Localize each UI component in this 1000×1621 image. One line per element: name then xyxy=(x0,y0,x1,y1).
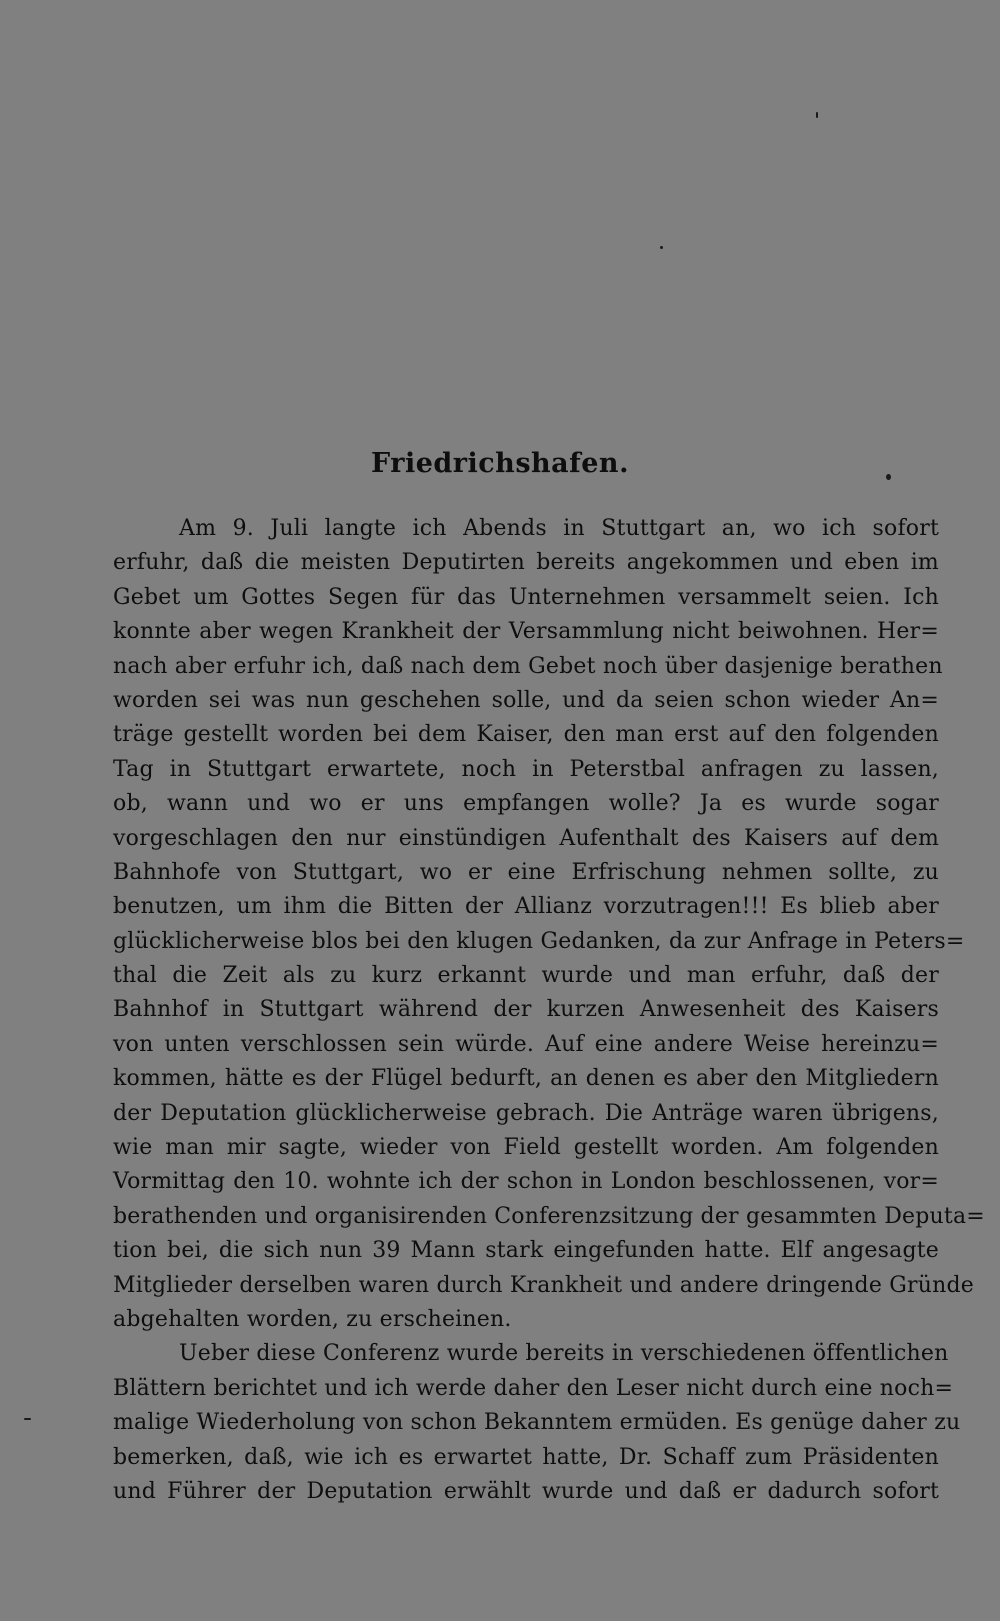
text-line: der Deputation glücklicherweise gebrach. Die Anträge waren übrigens, xyxy=(113,1100,939,1126)
body-text xyxy=(113,512,985,1509)
text-line: benutzen, um ihm die Bitten der Allianz vorzutragen!!! Es blieb aber xyxy=(113,894,939,920)
text-line: thal die Zeit als zu kurz erkannt wurde und man erfuhr, daß der xyxy=(113,963,939,989)
text-line: Gebet um Gottes Segen für das Unternehmen versammelt seien. Ich xyxy=(113,584,939,610)
text-line: Ueber diese Conferenz wurde bereits in verschiedenen öffentlichen xyxy=(179,1341,949,1367)
text-line: Bahnhofe von Stuttgart, wo er eine Erfrischung nehmen sollte, zu xyxy=(113,859,939,885)
text-line: abgehalten worden, zu erscheinen. xyxy=(113,1306,512,1332)
text-line: und Führer der Deputation erwählt wurde und daß er dadurch sofort xyxy=(113,1478,939,1504)
text-line: Tag in Stuttgart erwartete, noch in Peterstbal anfragen zu lassen, xyxy=(113,756,939,782)
text-line: tion bei, die sich nun 39 Mann stark eingefunden hatte. Elf angesagte xyxy=(113,1238,939,1264)
text-line: Blättern berichtet und ich werde daher den Leser nicht durch eine noch= xyxy=(113,1375,954,1401)
ink-speck xyxy=(816,112,818,118)
text-line: kommen, hätte es der Flügel bedurft, an denen es aber den Mitgliedern xyxy=(113,1066,939,1092)
text-line: Mitglieder derselben waren durch Krankheit und andere dringende Gründe xyxy=(113,1272,974,1298)
text-line: erfuhr, daß die meisten Deputirten bereits angekommen und eben im xyxy=(113,550,939,576)
text-line: von unten verschlossen sein würde. Auf eine andere Weise hereinzu= xyxy=(113,1031,939,1057)
ink-speck xyxy=(660,246,663,249)
text-line: nach aber erfuhr ich, daß nach dem Gebet noch über dasjenige berathen xyxy=(113,653,943,679)
text-line: wie man mir sagte, wieder von Field gestellt worden. Am folgenden xyxy=(113,1135,939,1161)
text-line: malige Wiederholung von schon Bekanntem ermüden. Es genüge daher zu xyxy=(113,1410,961,1436)
text-line: Vormittag den 10. wohnte ich der schon in London beschlossenen, vor= xyxy=(113,1169,939,1195)
text-line: konnte aber wegen Krankheit der Versammlung nicht beiwohnen. Her= xyxy=(113,619,939,645)
text-line: glücklicherweise blos bei den klugen Gedanken, da zur Anfrage in Peters= xyxy=(113,928,965,954)
text-line: Bahnhof in Stuttgart während der kurzen Anwesenheit des Kaisers xyxy=(113,997,939,1023)
text-line: ob, wann und wo er uns empfangen wolle? Ja es wurde sogar xyxy=(113,791,939,817)
text-line: vorgeschlagen den nur einstündigen Aufenthalt des Kaisers auf dem xyxy=(113,825,939,851)
text-line: berathenden und organisirenden Conferenzsitzung der gesammten Deputa= xyxy=(113,1203,985,1229)
page-heading: Friedrichshafen. xyxy=(371,448,629,479)
text-line: bemerken, daß, wie ich es erwartet hatte, Dr. Schaff zum Präsidenten xyxy=(113,1444,939,1470)
ink-speck xyxy=(24,1418,31,1420)
text-line: worden sei was nun geschehen solle, und da seien schon wieder An= xyxy=(113,687,939,713)
text-line: träge gestellt worden bei dem Kaiser, den man erst auf den folgenden xyxy=(113,722,939,748)
text-line: Am 9. Juli langte ich Abends in Stuttgart an, wo ich sofort xyxy=(179,516,939,541)
